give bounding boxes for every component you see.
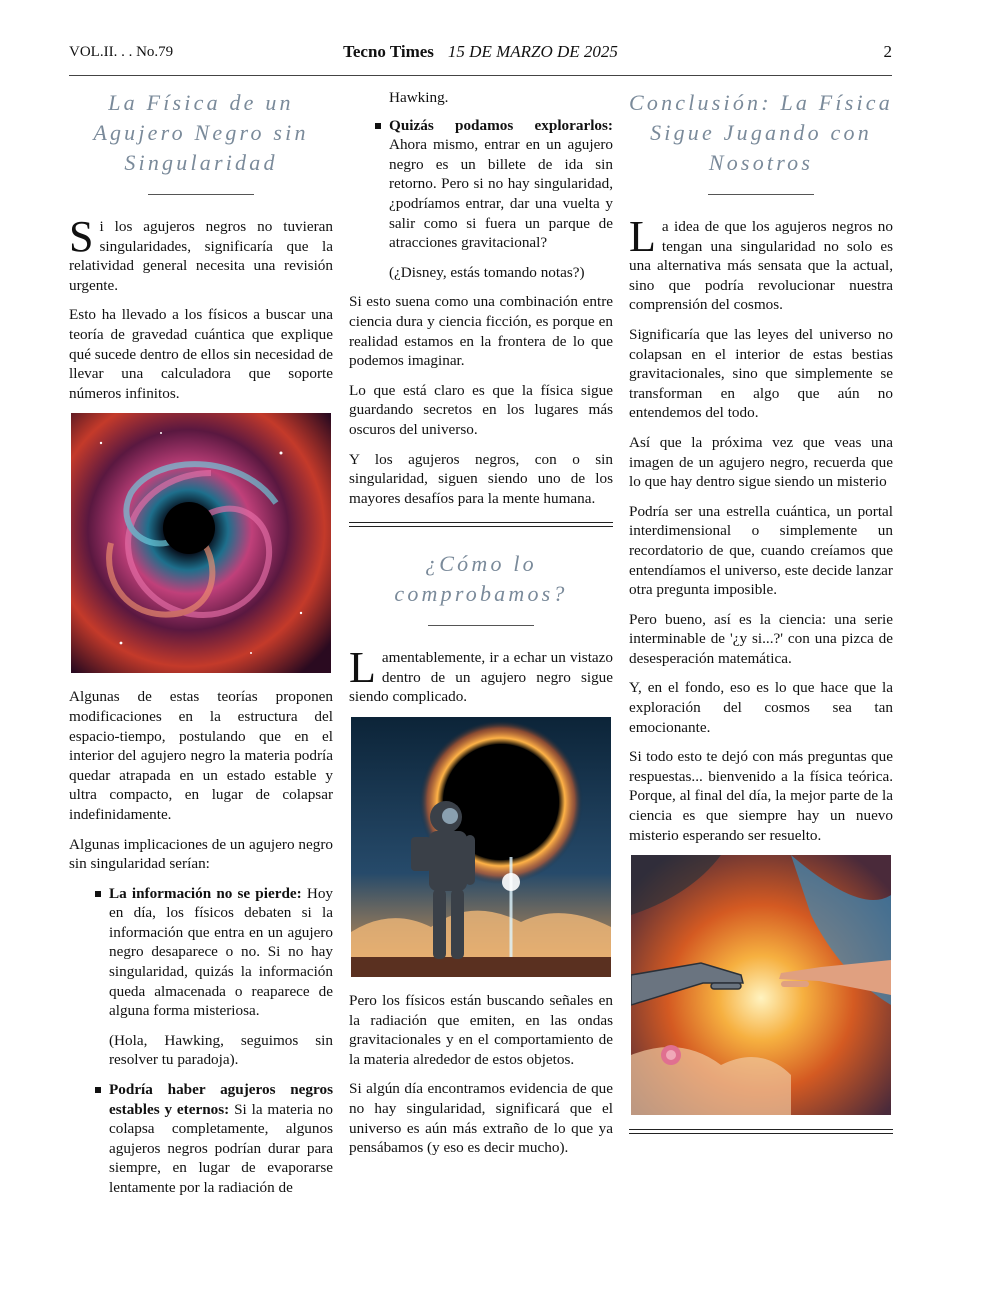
- title-divider: [148, 194, 254, 195]
- paragraph: Algunas de estas teorías proponen modificaciones en la estructura del espacio-tiempo, postulando que en el interior del agujero negro la materia podría quedar atrapada en un estado estable y ultra compacto, en lugar de colapsar indefinidamente.: [69, 688, 333, 823]
- paragraph: Lo que está claro es que la física sigue guardando secretos en los lugares más oscuros del universo.: [349, 381, 613, 438]
- section-title-verification: ¿Cómo lo comprobamos?: [394, 551, 568, 607]
- paragraph: Y los agujeros negros, con o sin singularidad, siguen siendo uno de los mayores desafíos para la mente humana.: [349, 450, 613, 507]
- title-divider: [708, 194, 814, 195]
- paragraph: Si esto suena como una combinación entre ciencia dura y ciencia ficción, es porque en realidad estamos en la frontera de lo que podemos imaginar.: [349, 293, 613, 370]
- section-title-conclusion: Conclusión: La Física Sigue Jugando con Nosotros: [629, 90, 893, 175]
- aside-note: (Hola, Hawking, seguimos sin resolver tu paradoja).: [109, 1031, 333, 1069]
- paragraph: Pero bueno, así es la ciencia: una serie interminable de '¿y si...?' con una pizca de desesperación matemática.: [629, 610, 893, 667]
- list-item-text: Ahora mismo, entrar en un agujero negro es un billete de ida sin retorno. Pero si no hay singularidad, ¿podríamos entrar, dar una vuelta y salir como si fuera un parque de atracciones gravitacional?: [389, 136, 613, 252]
- intro-text: i los agujeros negros no tuvieran singularidades, significaría que la relatividad general necesita una revisión urgente.: [69, 218, 333, 294]
- column-2: [349, 88, 613, 1168]
- drop-cap: L: [629, 212, 656, 261]
- paragraph: Si algún día encontramos evidencia de que no hay singularidad, significará que el universo es aún más extraño de lo que ya pensábamos (y eso es decir mucho).: [349, 1080, 613, 1157]
- issue-date: 15 DE MARZO DE 2025: [447, 42, 618, 61]
- black-hole-nebula-image: [71, 413, 331, 673]
- paragraph: Y, en el fondo, eso es lo que hace que la exploración del cosmos sea tan emocionante.: [629, 679, 893, 736]
- column-3: [629, 88, 893, 1156]
- implications-list: [69, 884, 333, 1021]
- page-number: 2: [883, 42, 892, 61]
- intro-paragraph: [69, 212, 333, 295]
- list-item: [109, 1080, 333, 1198]
- intro-paragraph: [629, 212, 893, 315]
- volume-number: VOL.II. . . No.79: [69, 44, 174, 60]
- drop-cap: S: [69, 212, 94, 261]
- header-divider: [69, 75, 892, 76]
- paragraph: Esto ha llevado a los físicos a buscar una teoría de gravedad cuántica que explique qué sucede dentro de ellos sin necesidad de llevar una calculadora que soporte números infinitos.: [69, 306, 333, 402]
- implications-list: [69, 1080, 333, 1198]
- intro-text: a idea de que los agujeros negros no tengan una singularidad no solo es una alternativa más sensata que la actual, sino que podría revolucionar nuestra comprensión del cosmos.: [629, 218, 893, 314]
- list-item-text: Si la materia no colapsa completamente, algunos agujeros negros podrían durar para siempre, en lugar de evaporarse lentamente por la radiación de: [109, 1100, 333, 1196]
- masthead: [69, 42, 892, 62]
- list-item-heading: La información no se pierde:: [109, 884, 302, 902]
- paragraph: Algunas implicaciones de un agujero negro sin singularidad serían:: [69, 835, 333, 873]
- aside-note: (¿Disney, estás tomando notas?): [389, 263, 585, 281]
- paragraph: Significaría que las leyes del universo no colapsan en el interior de estas bestias gravitacionales, sino que simplemente se transforman en algo que aún no entendemos del todo.: [629, 325, 893, 422]
- paragraph: Pero los físicos están buscando señales en la radiación que emiten, en las ondas gravitacionales y en el comportamiento de la materia alrededor de estos objetos.: [349, 992, 613, 1068]
- title-divider: [428, 625, 534, 626]
- implications-list: [349, 116, 613, 253]
- astronaut-black-hole-image: [351, 717, 611, 977]
- robot-human-hands-image: [631, 855, 891, 1115]
- paragraph: Así que la próxima vez que veas una imagen de un agujero negro, recuerda que lo que hay dentro sigue siendo un misterio: [629, 433, 893, 491]
- intro-text: amentablemente, ir a echar un vistazo dentro de un agujero negro sigue siendo complicado.: [349, 649, 613, 706]
- column-1: [69, 88, 333, 1208]
- continued-text: Hawking.: [389, 89, 449, 106]
- drop-cap: L: [349, 643, 376, 693]
- list-item: [389, 116, 613, 253]
- list-item-text: Hoy en día, los físicos debaten si la información que entra en un agujero negro desaparece o no. Si no hay singularidad, quizás la información queda almacenada o reaparece de alguna forma misteriosa.: [109, 884, 334, 1020]
- section-title-physics: La Física de un Agujero Negro sin Singularidad: [93, 90, 309, 175]
- paragraph: Si todo esto te dejó con más preguntas que respuestas... bienvenido a la física teórica. Porque, al final del día, la mejor parte de la ciencia es que siempre hay un nuevo misterio esperando ser resuelto.: [629, 748, 893, 844]
- list-item: [109, 884, 333, 1021]
- section-divider: [349, 522, 613, 527]
- page-header: [69, 40, 892, 66]
- list-item-heading: Podría haber agujeros negros estables y eternos:: [109, 1081, 333, 1118]
- paper-name: Tecno Times: [343, 42, 434, 61]
- end-divider: [629, 1129, 893, 1134]
- paragraph: Podría ser una estrella cuántica, un portal interdimensional o simplemente un recordatorio de que, cuando creíamos que entendíamos el universo, este decide lanzar otra pregunta imposible.: [629, 502, 893, 599]
- intro-paragraph: [349, 643, 613, 707]
- list-item-heading: Quizás podamos explorarlos:: [389, 116, 613, 134]
